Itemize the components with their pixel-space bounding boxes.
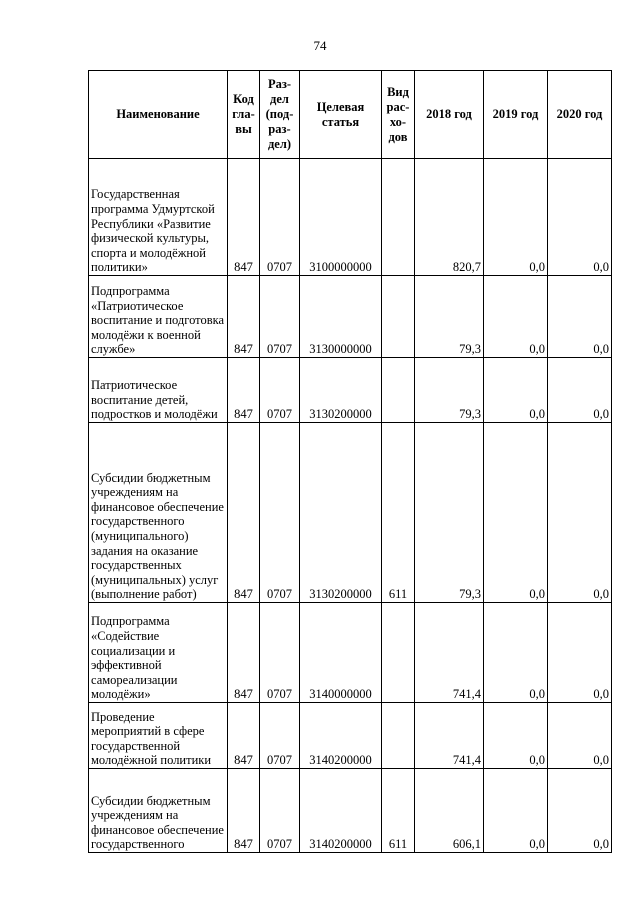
header-year-2020: 2020 год <box>548 71 612 159</box>
row-value-2018: 79,3 <box>415 276 484 358</box>
row-chapter-code: 847 <box>228 769 260 853</box>
row-expense-type <box>382 603 415 703</box>
row-section: 0707 <box>260 769 300 853</box>
row-name: Проведение мероприятий в сфере государственной молодёжной политики <box>89 703 228 769</box>
row-section: 0707 <box>260 423 300 603</box>
row-value-2019: 0,0 <box>484 603 548 703</box>
table-row <box>89 423 612 603</box>
row-value-2020: 0,0 <box>548 603 612 703</box>
row-target-article: 3100000000 <box>300 159 382 276</box>
table-row <box>89 358 612 423</box>
row-value-2019: 0,0 <box>484 276 548 358</box>
header-expense-type: Вид рас- хо- дов <box>382 71 415 159</box>
row-name: Субсидии бюджетным учреждениям на финансовое обеспечение государственного (муниципального) задания на оказание государственных (муниципальных) услуг (выполнение работ) <box>89 423 228 603</box>
table-row <box>89 769 612 853</box>
budget-table <box>88 70 612 853</box>
table-row <box>89 703 612 769</box>
row-value-2019: 0,0 <box>484 423 548 603</box>
row-value-2019: 0,0 <box>484 769 548 853</box>
row-chapter-code: 847 <box>228 703 260 769</box>
row-name: Субсидии бюджетным учреждениям на финансовое обеспечение государственного <box>89 769 228 853</box>
row-value-2018: 79,3 <box>415 358 484 423</box>
row-expense-type: 611 <box>382 769 415 853</box>
table-row <box>89 276 612 358</box>
row-value-2019: 0,0 <box>484 159 548 276</box>
table-row <box>89 603 612 703</box>
row-chapter-code: 847 <box>228 358 260 423</box>
row-value-2019: 0,0 <box>484 703 548 769</box>
row-chapter-code: 847 <box>228 276 260 358</box>
row-value-2019: 0,0 <box>484 358 548 423</box>
row-value-2020: 0,0 <box>548 358 612 423</box>
row-section: 0707 <box>260 603 300 703</box>
row-target-article: 3130200000 <box>300 358 382 423</box>
row-value-2020: 0,0 <box>548 703 612 769</box>
row-name: Подпрограмма «Патриотическое воспитание и подготовка молодёжи к военной службе» <box>89 276 228 358</box>
row-target-article: 3140200000 <box>300 703 382 769</box>
row-value-2020: 0,0 <box>548 276 612 358</box>
header-chapter-code: Код гла- вы <box>228 71 260 159</box>
header-row <box>89 71 612 159</box>
table-row <box>89 159 612 276</box>
row-name: Подпрограмма «Содействие социализации и эффективной самореализации молодёжи» <box>89 603 228 703</box>
row-expense-type <box>382 703 415 769</box>
row-target-article: 3130000000 <box>300 276 382 358</box>
row-target-article: 3130200000 <box>300 423 382 603</box>
row-section: 0707 <box>260 703 300 769</box>
row-expense-type: 611 <box>382 423 415 603</box>
row-value-2018: 820,7 <box>415 159 484 276</box>
row-value-2018: 741,4 <box>415 603 484 703</box>
page-number: 74 <box>313 38 327 53</box>
row-value-2018: 741,4 <box>415 703 484 769</box>
row-name: Патриотическое воспитание детей, подростков и молодёжи <box>89 358 228 423</box>
header-year-2019: 2019 год <box>484 71 548 159</box>
header-name: Наименование <box>89 71 228 159</box>
row-target-article: 3140200000 <box>300 769 382 853</box>
row-expense-type <box>382 358 415 423</box>
row-expense-type <box>382 276 415 358</box>
row-value-2020: 0,0 <box>548 769 612 853</box>
row-value-2020: 0,0 <box>548 159 612 276</box>
row-section: 0707 <box>260 276 300 358</box>
row-chapter-code: 847 <box>228 159 260 276</box>
row-target-article: 3140000000 <box>300 603 382 703</box>
row-expense-type <box>382 159 415 276</box>
row-chapter-code: 847 <box>228 603 260 703</box>
header-year-2018: 2018 год <box>415 71 484 159</box>
row-name: Государственная программа Удмуртской Республики «Развитие физической культуры, спорта и молодёжной политики» <box>89 159 228 276</box>
row-section: 0707 <box>260 159 300 276</box>
row-value-2020: 0,0 <box>548 423 612 603</box>
row-chapter-code: 847 <box>228 423 260 603</box>
row-value-2018: 79,3 <box>415 423 484 603</box>
row-value-2018: 606,1 <box>415 769 484 853</box>
row-section: 0707 <box>260 358 300 423</box>
header-section: Раз- дел (под- раз- дел) <box>260 71 300 159</box>
header-target-article: Целевая статья <box>300 71 382 159</box>
